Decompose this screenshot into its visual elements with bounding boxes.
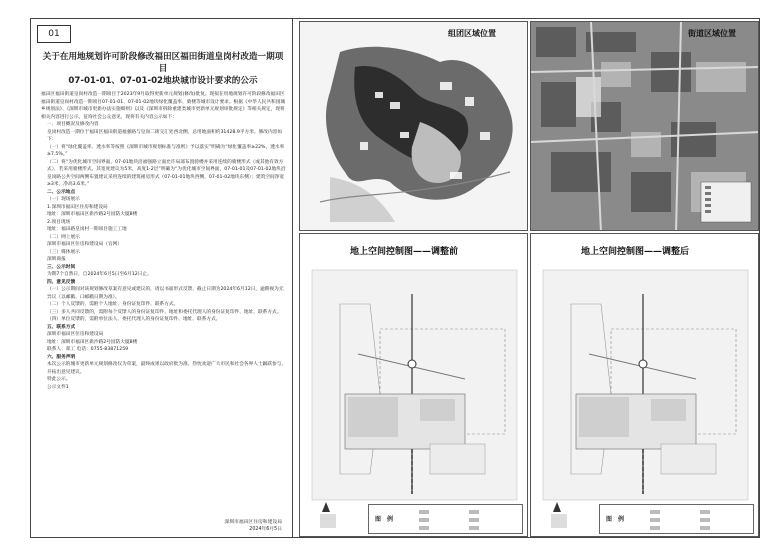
legend-after <box>599 504 754 534</box>
control-map-after <box>530 233 759 537</box>
group-map-title: 组团区域位置 <box>448 29 496 38</box>
notice-paragraph: 地址：福田路皇岗村一期项目施工工地 <box>47 227 127 232</box>
notice-paragraph: （一）公示期间对该规划修改草案有意见或建议的，请以书面形式反馈，截止日期为2024年6月12日，逾期视为无异议（以邮戳、口邮戳日期为准）。 <box>47 287 284 300</box>
notice-paragraph: 为期7个自然日，自2024年6月5日至6月12日止。 <box>47 272 152 277</box>
notice-paragraph: 特此公示。 <box>47 377 71 382</box>
text-column <box>31 19 293 537</box>
notice-paragraph: 地址：深圳市福田区新沙路2号园防大厦8楼 <box>47 339 138 345</box>
notice-paragraph: （四）单位反馈的，需附单位法人、委托代理人的身份证复印件、地址、联系方式。 <box>47 317 221 322</box>
notice-sheet <box>30 18 760 538</box>
notice-paragraph: （二）网上展示 <box>47 234 80 240</box>
notice-paragraph: （二）将“为优化城市空间界面，07-01地块沿福强路立面允许局部布置骑楼并采用连续的骑楼形式（或其他有效方式），若采用骑楼形式，其宽度建议为5米，高度1-2层”明确为“为优化城市空间界面，07-01-01及07-01-02地块沿皇岗路公共空间两侧布置建议采用连续的建筑裙房形式（07-01-01地块西侧、07-01-02地块东侧）；建筑空间净宽≥3米，净高3.6米。” <box>47 159 286 187</box>
notice-paragraph: 四、意见反馈 <box>47 279 76 285</box>
signature-org: 深圳市福田区住房和建设局 <box>224 519 282 525</box>
notice-paragraph: 联系人：郑工 电话：0755-83871259 <box>47 347 129 352</box>
notice-paragraph: （一）现场展示 <box>47 197 80 202</box>
notice-paragraph: 公示文件1 <box>47 384 69 390</box>
signature-date: 2024年6月5日 <box>249 526 282 532</box>
after-drawing <box>531 234 759 537</box>
notice-paragraph: （三）多人共同反馈的，需附每个反馈人的身份证复印件、地址和委托代理人的身份证复印件、地址、联系方式。 <box>47 309 282 315</box>
notice-paragraph: 深圳市福田区住房和建设局 <box>47 332 104 337</box>
notice-paragraph: 深圳商报 <box>47 257 66 262</box>
title-line-1: 关于在用地规划许可阶段修改福田区福田街道皇岗村改造一期项目 <box>42 52 284 74</box>
legend-before <box>368 504 523 534</box>
legend-after-label: 图 例 <box>606 516 625 523</box>
title-line-2: 07-01-01、07-01-02地块城市设计要求的公示 <box>68 76 258 86</box>
notice-paragraph: （三）媒体展示 <box>47 249 80 255</box>
notice-paragraph: 皇岗村改造一期位于福田区福田街道福强路与皇岗二街交汇处西北侧，总用地面积约31428.9平方米。修改内容如下： <box>47 129 283 142</box>
street-map-drawing <box>531 22 759 231</box>
notice-paragraph: （一）将“绿化覆盖率、透水率等按照《深圳市城市规划标准与准则》予以落实”明确为“绿化覆盖率≥22%，透水率≥7.5%。” <box>47 144 285 157</box>
notice-paragraph: 2.项目现场 <box>47 219 71 225</box>
notice-paragraph: （二）个人反馈的，需附个人地址、身份证复印件、联系方式。 <box>47 302 179 307</box>
notice-paragraph: 本次公示的城市更新单元规划修改仅为草案，最终成果以政府批为准。热忱欢迎广大市民和社会各界人士踊跃参与，开拓出意见建议。 <box>47 362 287 375</box>
before-title: 地上空间控制图——调整前 <box>350 247 459 257</box>
notice-paragraph: 1.深圳市福田区住房和建设局 <box>47 204 108 210</box>
page-number: 01 <box>37 25 71 43</box>
control-map-before <box>299 233 528 537</box>
notice-paragraph: 福田区福田街道皇岗村改造一期项目于2023年9月取得更新单元规划(修改)批复。现拟在用地规划许可阶段修改福田区福田街道皇岗村改造一期项目07-01-01、07-01-02地块绿化覆盖率、骑楼等城市设计要求。根据《中华人民共和国城乡规划法》、《深圳市城市更新办法实施细则》以及《深圳市拆除重建类城市更新单元规划审批规定》等相关规定，现将相关内容进行公示，征询社会公众意见，现将有关内容公示如下： <box>41 92 286 120</box>
before-drawing <box>300 234 528 537</box>
notice-body <box>41 91 287 391</box>
legend-before-label: 图 例 <box>375 516 394 523</box>
notice-title <box>41 51 285 87</box>
notice-paragraph: 二、公示地点 <box>47 189 76 195</box>
notice-paragraph: 地址：深圳市福田区新沙路2号园防大厦8楼 <box>47 212 138 217</box>
notice-paragraph: 三、公示时间 <box>47 264 76 270</box>
notice-paragraph: 五、联系方式 <box>47 324 76 330</box>
after-title: 地上空间控制图——调整后 <box>581 247 690 257</box>
group-area-map <box>299 21 528 231</box>
group-map-drawing <box>300 22 528 231</box>
street-area-map <box>530 21 759 231</box>
street-map-title: 街道区域位置 <box>688 29 736 38</box>
notice-paragraph: 六、服务声明 <box>47 354 76 360</box>
signature-block <box>224 519 282 533</box>
notice-paragraph: 一、项目概况及修改内容 <box>47 122 99 127</box>
notice-paragraph: 深圳市福田区住房和建设局（官网） <box>47 242 123 247</box>
